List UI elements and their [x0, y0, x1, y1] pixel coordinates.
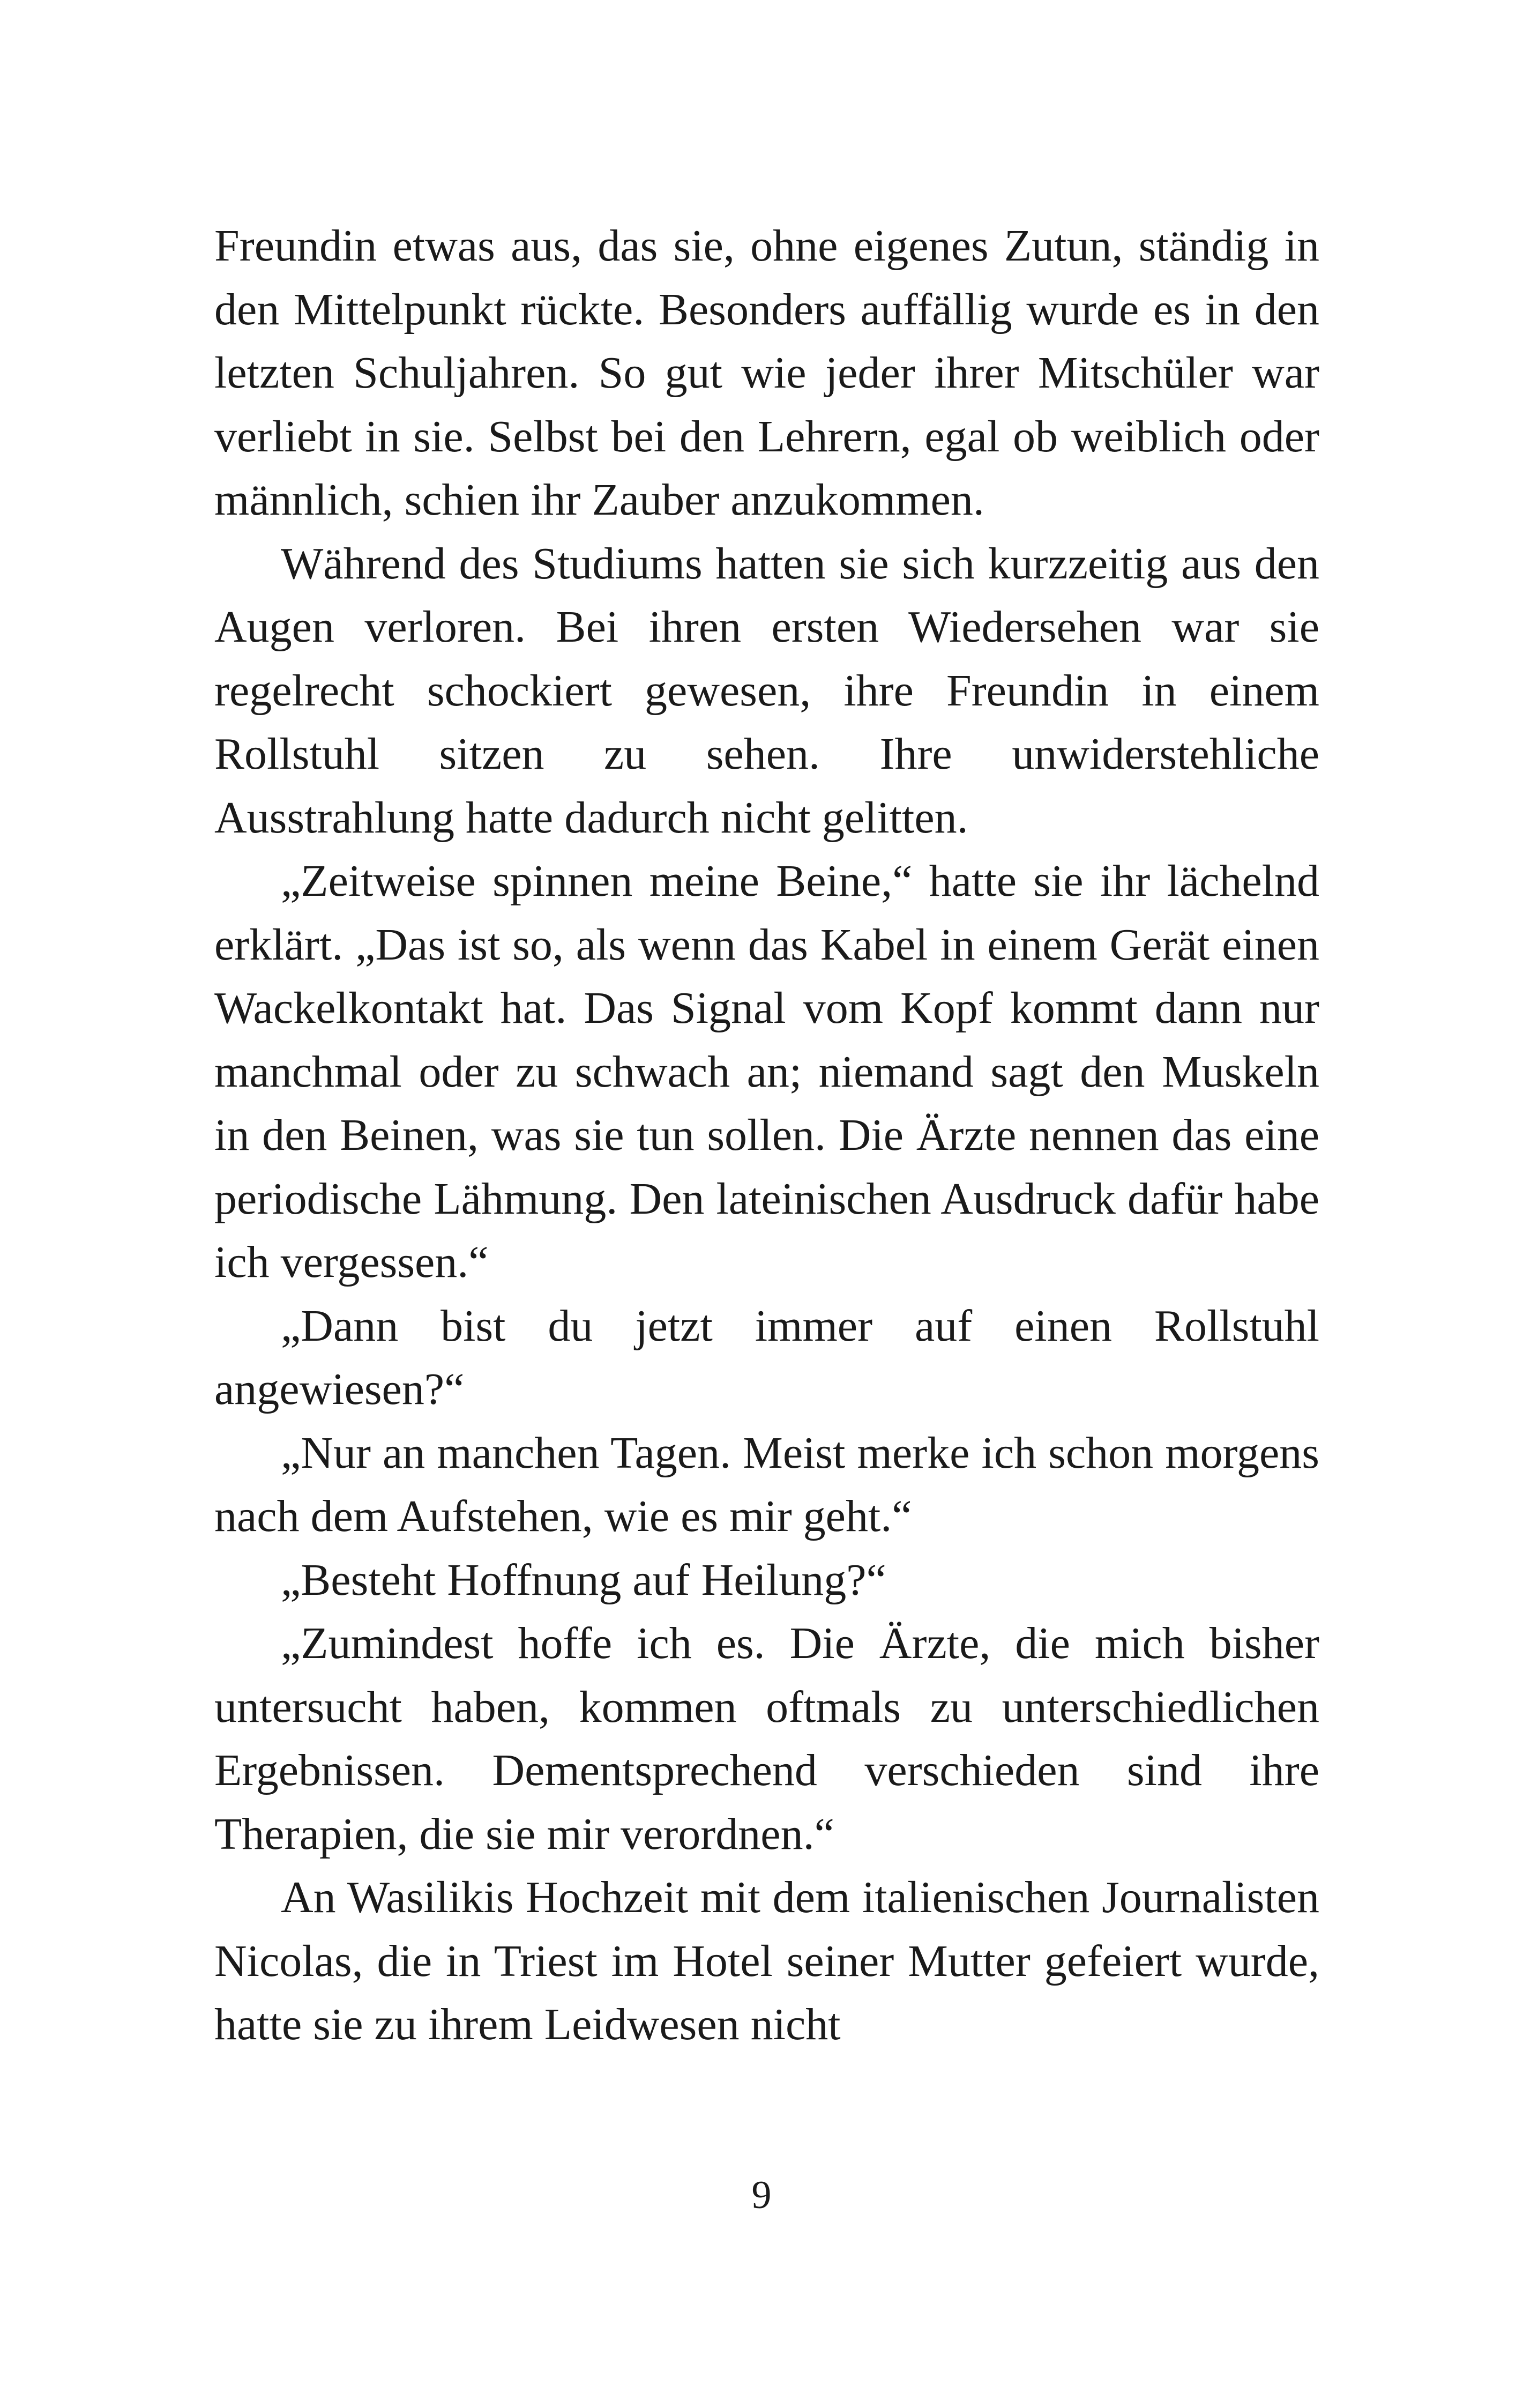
paragraph-1: Freundin etwas aus, das sie, ohne eigenes Zutun, ständig in den Mittelpunkt rückte. Besonders auffällig wurde es in den letzten Schuljahren. So gut wie jeder ihrer Mitschüler war verliebt in sie. Selbst bei den Lehrern, egal ob weiblich oder männlich, schien ihr Zauber anzukommen.	[214, 221, 1319, 525]
body-text	[214, 214, 1319, 2057]
page-number: 9	[751, 2173, 772, 2217]
paragraph-7: „Zumindest hoffe ich es. Die Ärzte, die mich bisher untersucht haben, kommen oftmals zu unterschiedlichen Ergebnissen. Dementsprechend verschieden sind ihre Therapien, die sie mir verordnen.“	[214, 1618, 1319, 1859]
paragraph-3: „Zeitweise spinnen meine Beine,“ hatte sie ihr lächelnd erklärt. „Das ist so, als wenn das Kabel in einem Gerät einen Wackelkontakt hat. Das Signal vom Kopf kommt dann nur manchmal oder zu schwach an; niemand sagt den Muskeln in den Beinen, was sie tun sollen. Die Ärzte nennen das eine periodische Lähmung. Den lateinischen Ausdruck dafür habe ich vergessen.“	[214, 856, 1319, 1287]
paragraph-6: „Besteht Hoffnung auf Heilung?“	[281, 1555, 886, 1605]
paragraph-8: An Wasilikis Hochzeit mit dem italienischen Journalisten Nicolas, die in Triest im Hotel seiner Mutter gefeiert wurde, hatte sie zu ihrem Leidwesen nicht	[214, 1872, 1319, 2049]
paragraph-4: „Dann bist du jetzt immer auf einen Rollstuhl angewiesen?“	[214, 1300, 1319, 1414]
paragraph-2: Während des Studiums hatten sie sich kurzzeitig aus den Augen verloren. Bei ihren ersten Wiedersehen war sie regelrecht schockiert gewesen, ihre Freundin in einem Rollstuhl sitzen zu sehen. Ihre unwiderstehliche Ausstrahlung hatte dadurch nicht gelitten.	[214, 538, 1319, 843]
paragraph-5: „Nur an manchen Tagen. Meist merke ich schon morgens nach dem Aufstehen, wie es mir geht.“	[214, 1428, 1319, 1541]
